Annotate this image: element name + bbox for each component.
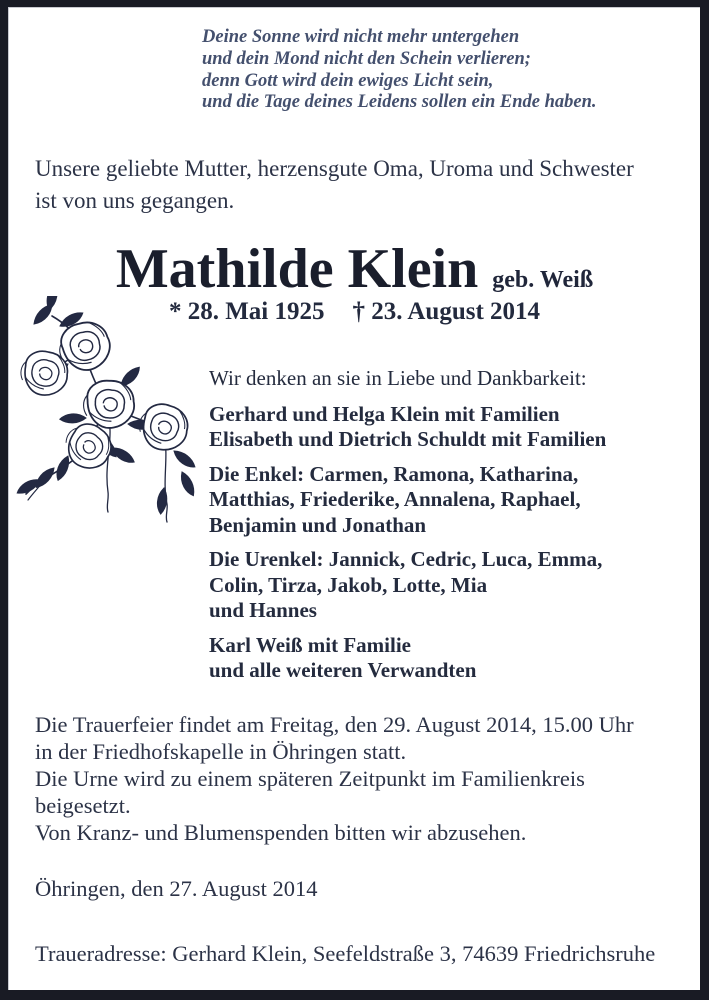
mourner-line: Die Enkel: Carmen, Ramona, Katharina, <box>209 461 579 486</box>
mourner-group-grandchildren <box>209 462 679 539</box>
mourner-line: Elisabeth und Dietrich Schuldt mit Familien <box>209 427 607 451</box>
mourner-line: und Hannes <box>209 598 317 622</box>
mourner-line: Colin, Tirza, Jakob, Lotte, Mia <box>209 572 488 597</box>
funeral-line: in der Friedhofskapelle in Öhringen statt. <box>35 739 407 764</box>
mourner-line: Gerhard und Helga Klein mit Familien <box>209 401 560 426</box>
mourner-line: und alle weiteren Verwandten <box>209 658 477 682</box>
mourner-group-relatives <box>209 633 679 684</box>
mourner-line: Matthias, Friederike, Annalena, Raphael, <box>209 487 581 511</box>
funeral-line: Die Urne wird zu einem späteren Zeitpunkt im Familienkreis <box>35 766 585 791</box>
verse-line: und die Tage deines Leidens sollen ein Ende haben. <box>202 92 597 113</box>
introduction-text <box>35 153 634 216</box>
mourner-line: Karl Weiß mit Familie <box>209 632 412 657</box>
verse-line: denn Gott wird dein ewiges Licht sein, <box>202 70 494 91</box>
tribute-heading: Wir denken an sie in Liebe und Dankbarkeit: <box>209 366 587 390</box>
verse-line: und dein Mond nicht den Schein verlieren; <box>202 48 531 69</box>
mourner-group-children <box>209 402 679 453</box>
death-date: † 23. August 2014 <box>352 298 541 325</box>
funeral-line: Von Kranz- und Blumenspenden bitten wir abzusehen. <box>35 820 527 845</box>
memorial-verse <box>202 27 597 114</box>
city-date-line: Öhringen, den 27. August 2014 <box>35 876 318 901</box>
mourner-group-great-grandchildren <box>209 547 679 624</box>
tribute-section <box>209 366 679 693</box>
verse-line: Deine Sonne wird nicht mehr untergehen <box>202 27 520 47</box>
introduction-line: ist von uns gegangen. <box>35 187 235 213</box>
funeral-line: beigesetzt. <box>35 793 131 818</box>
maiden-name: geb. Weiß <box>492 267 594 293</box>
mourner-line: Die Urenkel: Jannick, Cedric, Luca, Emma, <box>209 547 603 571</box>
mourner-line: Benjamin und Jonathan <box>209 512 427 537</box>
deceased-name-line <box>0 237 709 301</box>
mourning-address-line: Traueradresse: Gerhard Klein, Seefeldstraße 3, 74639 Friedrichsruhe <box>35 941 656 966</box>
deceased-name: Mathilde Klein <box>115 238 479 300</box>
introduction-line: Unsere geliebte Mutter, herzensgute Oma, Uroma und Schwester <box>35 156 634 181</box>
birth-date: * 28. Mai 1925 <box>168 298 325 325</box>
rose-branch-illustration <box>16 296 204 532</box>
funeral-line: Die Trauerfeier findet am Freitag, den 29. August 2014, 15.00 Uhr <box>35 712 634 737</box>
funeral-information <box>35 711 634 846</box>
